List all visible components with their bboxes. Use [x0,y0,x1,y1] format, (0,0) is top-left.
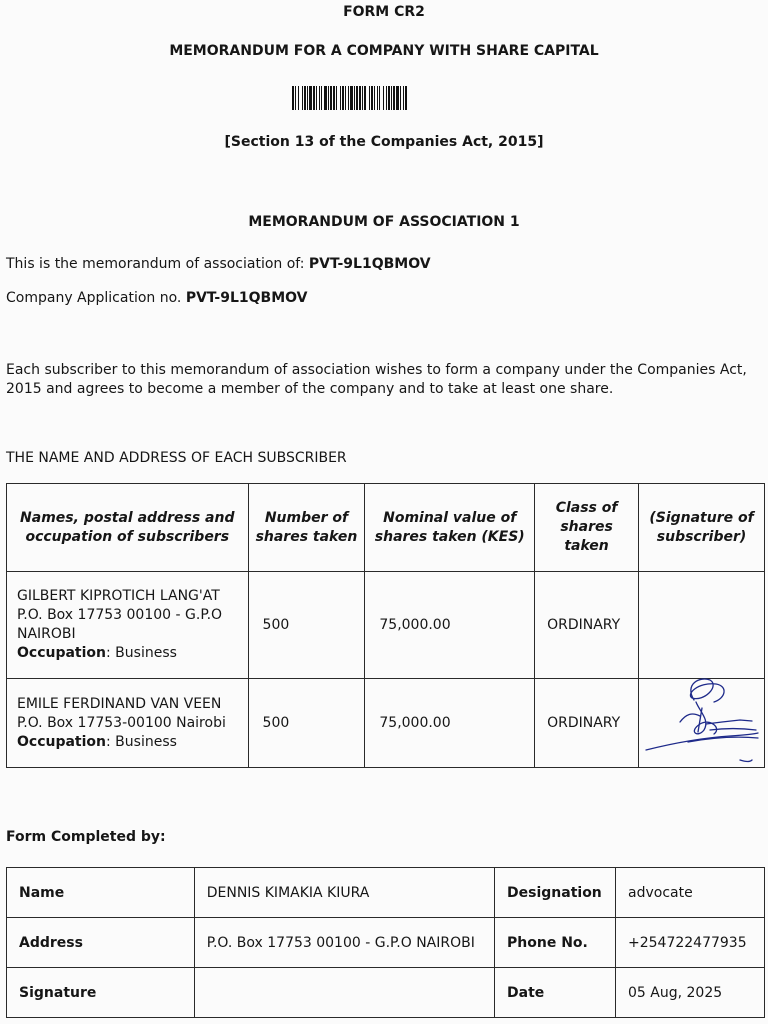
subscriber-address-line: P.O. Box 17753 00100 - G.P.O [17,607,223,623]
shares-taken: 500 [248,572,365,679]
subscriber-name: EMILE FERDINAND VAN VEEN [17,695,222,712]
subscribers-header-row [7,484,765,572]
nominal-value: 75,000.00 [365,572,535,679]
subscriber-address-line: NAIROBI [17,626,76,642]
header-class: Class of shares taken [535,484,639,572]
form-title: MEMORANDUM FOR A COMPANY WITH SHARE CAPITAL [169,43,599,59]
form-completed-label: Form Completed by: [6,829,166,845]
name-value: DENNIS KIMAKIA KIURA [194,868,494,918]
section-reference: [Section 13 of the Companies Act, 2015] [224,134,544,150]
form-completed-table [6,867,765,1018]
subscriber-name: GILBERT KIPROTICH LANG'AT [17,588,220,604]
header-names: Names, postal address and occupation of subscribers [7,484,249,572]
name-label: Name [7,868,195,918]
memorandum-heading: MEMORANDUM OF ASSOCIATION 1 [248,214,520,230]
occupation-label: Occupation [17,733,107,750]
application-line [6,290,308,306]
date-value: 05 Aug, 2025 [616,968,765,1018]
share-class: ORDINARY [535,679,639,768]
phone-label: Phone No. [495,918,616,968]
header-shares: Number of shares taken [248,484,365,572]
signature-label: Signature [7,968,195,1018]
designation-value: advocate [616,868,765,918]
table-row [7,868,765,918]
table-row [7,968,765,1018]
form-code: FORM CR2 [343,4,425,20]
barcode-image [292,86,476,110]
subscriber-details [7,679,249,768]
application-label: Company Application no. [6,290,182,306]
subscriber-statement: Each subscriber to this memorandum of association wishes to form a company under the Companies Act, 2015 and agrees to become a member of the company and to take at least one share. [6,362,747,397]
signature-value [194,968,494,1018]
date-label: Date [495,968,616,1018]
handwritten-signature [640,672,764,768]
subscriber-details [7,572,249,679]
shares-taken: 500 [248,679,365,768]
nominal-value: 75,000.00 [365,679,535,768]
signature-cell [639,572,765,679]
occupation-value: : Business [106,645,177,661]
table-row [7,572,765,679]
designation-label: Designation [495,868,616,918]
header-nominal: Nominal value of shares taken (KES) [365,484,535,572]
address-label: Address [7,918,195,968]
subscribers-section-label: THE NAME AND ADDRESS OF EACH SUBSCRIBER [6,450,347,466]
address-value: P.O. Box 17753 00100 - G.P.O NAIROBI [194,918,494,968]
occupation-label: Occupation [17,645,107,661]
subscriber-occupation [17,644,238,663]
share-class: ORDINARY [535,572,639,679]
phone-value: +254722477935 [616,918,765,968]
occupation-value: : Business [106,733,177,750]
table-row [7,918,765,968]
memorandum-of-label: This is the memorandum of association of: [6,256,305,272]
subscriber-occupation [17,733,238,752]
application-value: PVT-9L1QBMOV [185,290,308,306]
header-signature: (Signature of subscriber) [639,484,765,572]
memorandum-of-value: PVT-9L1QBMOV [308,256,431,272]
subscriber-address-line: P.O. Box 17753-00100 Nairobi [17,714,226,731]
memorandum-of-line [6,256,431,272]
